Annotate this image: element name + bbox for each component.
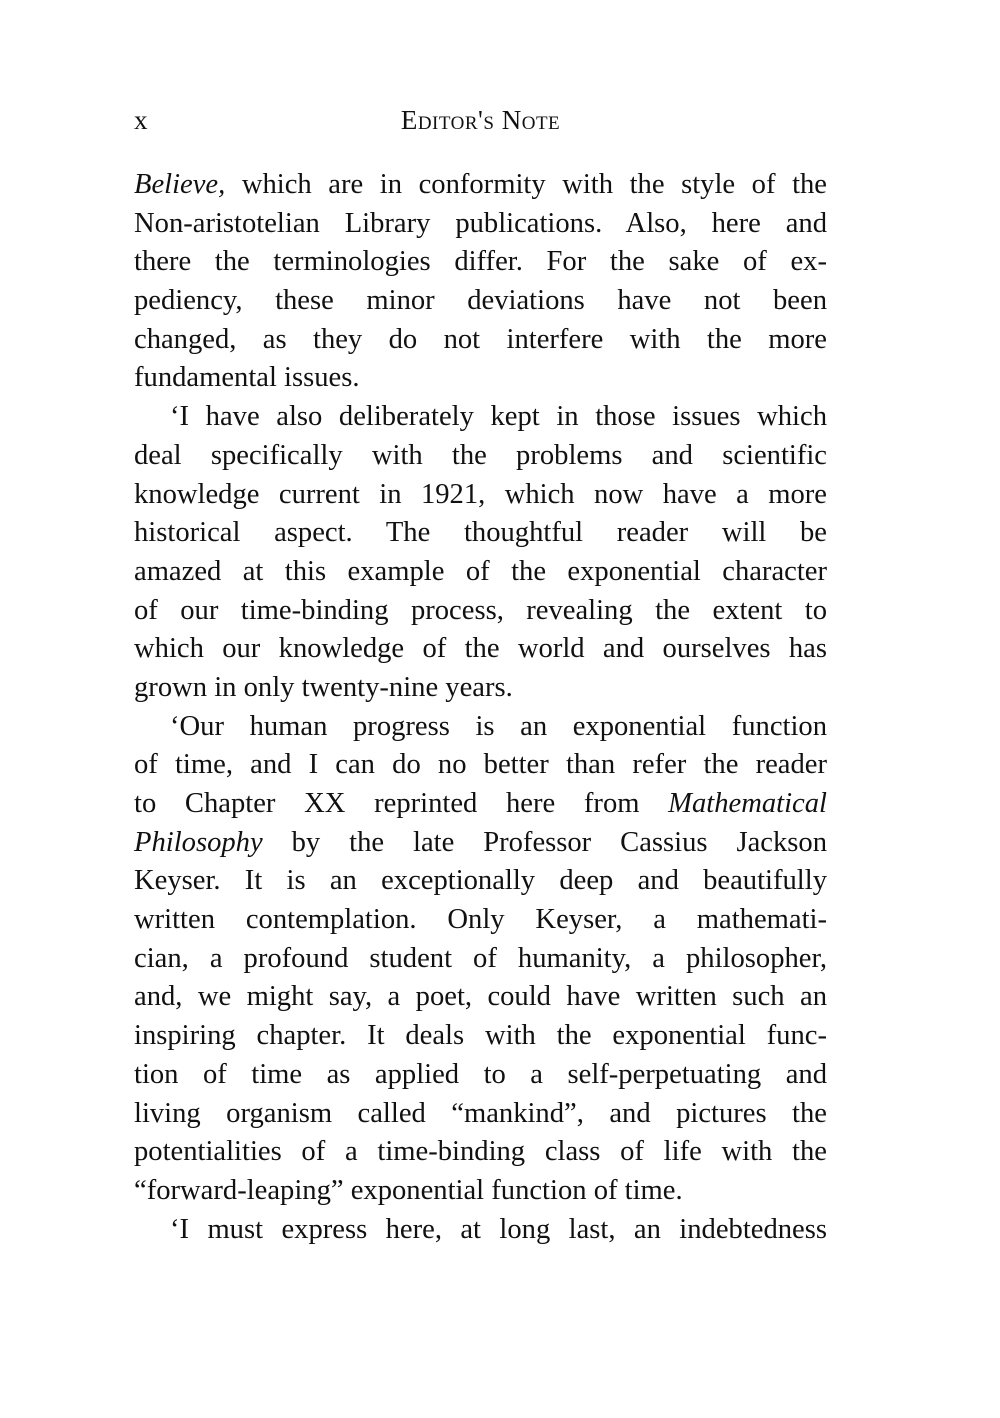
italic-title: Philosophy bbox=[134, 826, 263, 858]
text-line: changed, as they do not interfere with the more bbox=[134, 323, 827, 355]
text-line: inspiring chapter. It deals with the exponential func- bbox=[134, 1020, 827, 1052]
text-line: cian, a profound student of humanity, a philosopher, bbox=[134, 942, 827, 974]
text-line: Keyser. It is an exceptionally deep and beautifully bbox=[134, 865, 827, 897]
text-line: historical aspect. The thoughtful reader will be bbox=[134, 517, 827, 549]
text-line: deal specifically with the problems and scientific bbox=[134, 439, 827, 471]
text-line: pediency, these minor deviations have not been bbox=[134, 285, 827, 317]
text-line: tion of time as applied to a self-perpetuating and bbox=[134, 1058, 827, 1090]
text-line: “forward-leaping” exponential function of time. bbox=[134, 1174, 683, 1206]
text-line: and, we might say, a poet, could have written such an bbox=[134, 981, 827, 1013]
text-line: of time, and I can do no better than refer the reader bbox=[134, 749, 827, 781]
text-line: written contemplation. Only Keyser, a mathemati- bbox=[134, 904, 827, 936]
paragraph-start-line: ‘I have also deliberately kept in those issues which bbox=[170, 401, 827, 433]
paragraph-start-line: ‘I must express here, at long last, an indebtedness bbox=[170, 1213, 827, 1245]
paragraph-start-line: ‘Our human progress is an exponential function bbox=[170, 710, 827, 742]
italic-title: Mathematical bbox=[668, 788, 827, 819]
text-line: of our time-binding process, revealing the extent to bbox=[134, 594, 827, 626]
text-line: living organism called “mankind”, and pictures the bbox=[134, 1097, 827, 1129]
page-number: x bbox=[134, 105, 148, 135]
text-line: grown in only twenty-nine years. bbox=[134, 671, 513, 703]
text-line: Believe, which are in conformity with the style of the bbox=[134, 169, 827, 200]
text-line: fundamental issues. bbox=[134, 362, 360, 394]
italic-title: Believe, bbox=[134, 169, 226, 200]
text-line: Philosophy by the late Professor Cassius Jackson bbox=[134, 826, 827, 858]
text-line: to Chapter XX reprinted here from Mathematical bbox=[134, 788, 827, 819]
text-line: potentialities of a time-binding class of life with the bbox=[134, 1136, 827, 1168]
text-line: knowledge current in 1921, which now have a more bbox=[134, 478, 827, 510]
text-line: Non-aristotelian Library publications. Also, here and bbox=[134, 207, 827, 239]
text-line: which our knowledge of the world and ourselves has bbox=[134, 633, 827, 665]
running-head: Editor's Note bbox=[400, 105, 561, 135]
page-header bbox=[134, 100, 827, 140]
text-line: amazed at this example of the exponential character bbox=[134, 555, 827, 587]
body-text bbox=[134, 166, 827, 1249]
text-line: there the terminologies differ. For the sake of ex- bbox=[134, 246, 827, 278]
